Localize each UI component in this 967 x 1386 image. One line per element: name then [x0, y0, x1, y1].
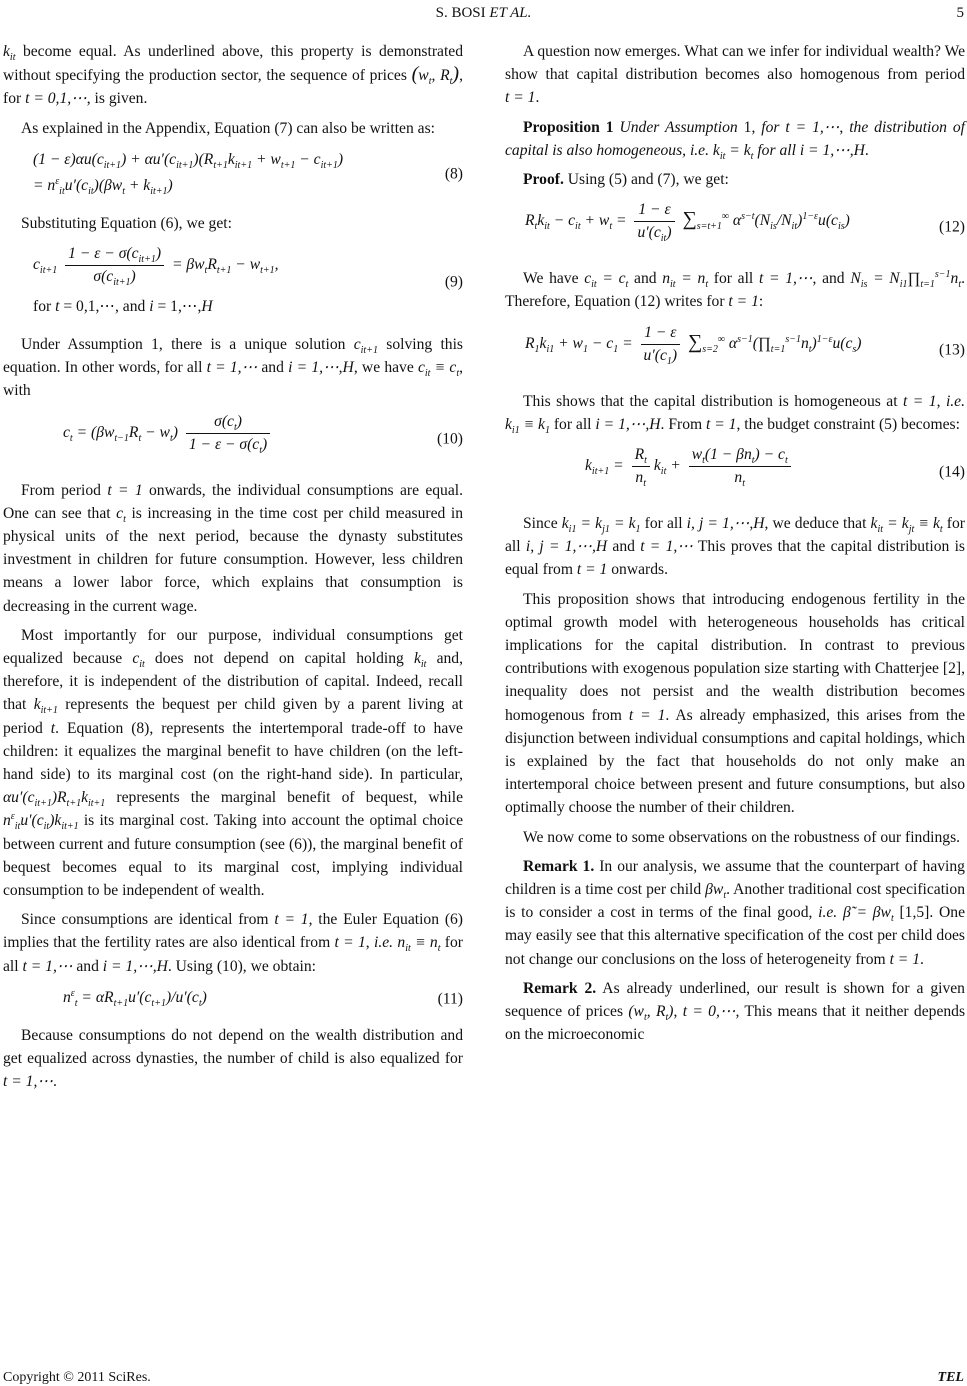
right-paragraph-5: This proposition shows that introducing endogenous fertility in the optimal growth model with heterogeneous households has critical implications for the capital distribution. In contrast to previous contributions with exogenous population size starting with Chatterjee [2], inequality does not persist and the wealth distribution becomes homogenous from t = 1. As already emphasized, this arises from the disjunction between individual consumptions and capital holdings, which is explained by the fact that households do not only make an intertemporal choice between present and future consumptions, but also optimally choose the number of their children.: [505, 590, 965, 817]
proposition-1: Proposition 1 Under Assumption 1, for t = 1,⋯, the distribution of capital is also homogeneous, i.e. $k_{it} = k_t$ for all i = 1,⋯,H.: [505, 118, 965, 162]
header-et-al: ET AL.: [489, 5, 532, 21]
page-header: [0, 2, 967, 24]
right-paragraph-3: This shows that the capital distribution is homogeneous at t = 1, i.e. $k_{i1} \equiv k_1$ for all i = 1,⋯,H. From t = 1, the budget constraint (5) becomes:: [505, 392, 966, 436]
right-paragraph-1: A question now emerges. What can we infer for individual wealth? We show that capital distribution becomes also homogenous from period t = 1.: [505, 43, 965, 107]
remark-2: Remark 2. As already underlined, our result is shown for a given sequence of prices ($w_t$, $R_t$), t = 0,⋯, This means that it neither depends on the microeconomic: [505, 979, 966, 1044]
left-paragraph-2: As explained in the Appendix, Equation (7) can also be written as:: [21, 119, 435, 137]
remark-1: Remark 1. In our analysis, we assume that the counterpart of having children is a time cost per child $\beta w_t$. Another traditional cost specification is to consider a cost in terms of the final good, i.e. β̃ = $\beta w_t$ [1,5]. One may easily see that this alternative specification of the cost per child does not change our conclusions on the loss of heterogeneity from t = 1.: [505, 857, 965, 968]
equation-11: $n^\varepsilon_t = \alpha R_{t+1}u'(c_{t+1})/u'(c_t)$ (11): [63, 987, 463, 1009]
left-column: [3, 40, 463, 1100]
proof-text: Using (5) and (7), we get:: [567, 171, 729, 189]
running-head: [0, 2, 967, 25]
equation-12-tag: (12): [939, 218, 965, 236]
equation-9: $c_{it+1}$ $\frac{1 - \varepsilon - \sigma(c_{it+1})}{\sigma(c_{it+1})}$ = $\beta w_tR_{t+1} - w_{t+1}$, for t = 0,1,⋯, and i = 1,⋯,H (9): [33, 245, 463, 316]
equation-10-tag: (10): [437, 430, 463, 448]
left-paragraph-8: Because consumptions do not depend on the wealth distribution and get equalized across dynasties, the number of child is also equalized for t = 1,⋯.: [3, 1026, 463, 1091]
right-column: [505, 40, 965, 1053]
equation-12: $R_tk_{it} - c_{it} + w_t$ = $\frac{1 - \varepsilon}{u'(c_{it})}$ $\sum_{s=t+1}^\infty$ $\alpha^{s-t}(N_{is}/N_{it})^{1-\varepsilon}u(c_{is})$ (12): [525, 201, 965, 245]
equation-14: $k_{it+1}$ = $\frac{R_t}{n_t}$ $k_{it}$ + $\frac{w_t(1 - \beta n_t) - c_t}{n_t}$ (14): [585, 446, 965, 490]
equation-8: $(1 - \varepsilon)\alpha u(c_{it+1}) + \alpha u'(c_{it+1})(R_{t+1}k_{it+1} + w_{t+1} - c_{it+1})$ = $n^\varepsilon_{it}u'(c_{it})(\beta w_t + k_{it+1})$ (8): [33, 150, 463, 197]
journal-name: TEL: [937, 1370, 964, 1385]
proposition-label: Proposition 1: [523, 118, 614, 136]
remark-1-label: Remark 1.: [523, 857, 595, 875]
header-authors: S. BOSI: [435, 5, 486, 21]
right-paragraph-4: Since $k_{i1} = k_{j1} = k_1$ for all i, j = 1,⋯,H, we deduce that $k_{it} = k_{jt} \equiv k_t$ for all i, j = 1,⋯,H and t = 1,⋯ This proves that the capital distribution is equal from t = 1 onwards.: [505, 515, 965, 579]
left-paragraph-6: Most importantly for our purpose, individual consumptions get equalized because $c_{it}$ does not depend on capital holding $k_{it}$ and, therefore, it is independent of the distribution of capital. Indeed, recall that $k_{it+1}$ represents the bequest per child given by a parent living at period t. Equation (8), represents the intertemporal trade-off to have children: it equalizes the marginal benefit to have children (on the left-hand side) to its marginal cost (on the right-hand side). In particular, $\alpha u'(c_{it+1})R_{t+1}k_{it+1}$ represents the marginal benefit of bequest, while $n^\varepsilon_{it}u'(c_{it})k_{it+1}$ is its marginal cost. Taking into account the optimal choice between current and future consumption (see (6)), the marginal benefit of bequest becomes equal to its marginal cost, implying individual consumption to be independent of wealth.: [3, 626, 463, 900]
right-paragraph-2: We have $c_{it} = c_t$ and $n_{it} = n_t$ for all t = 1,⋯, and $N_{is}$ = $N_{i1}\prod_{t=1}^{s-1}n_t$. Therefore, Equation (12) writes for t = 1:: [505, 269, 965, 311]
left-paragraph-1: $k_{it}$ become equal. As underlined above, this property is demonstrated without specifying the production sector, the sequence of prices ($w_t$, $R_t$), for t = 0,1,⋯, is given.: [3, 43, 463, 108]
proof-label: Proof.: [523, 171, 564, 189]
left-paragraph-3: Substituting Equation (6), we get:: [21, 214, 232, 232]
equation-9-tag: (9): [444, 273, 463, 291]
proof: [505, 168, 965, 191]
copyright-notice: Copyright © 2011 SciRes.: [3, 1370, 151, 1385]
left-paragraph-4: Under Assumption 1, there is a unique solution $c_{it+1}$ solving this equation. In other words, for all t = 1,⋯ and i = 1,⋯,H, we have $c_{it} \equiv c_t$, with: [3, 336, 463, 400]
equation-13-tag: (13): [939, 341, 965, 359]
right-paragraph-6: We now come to some observations on the robustness of our findings.: [523, 828, 961, 846]
equation-10: $c_t = (\beta w_{t-1}R_t - w_t)$ $\frac{\sigma(c_t)}{1 - \varepsilon - \sigma(c_t)}$ (10): [63, 412, 463, 456]
equation-8-tag: (8): [444, 165, 463, 183]
left-paragraph-5: From period t = 1 onwards, the individual consumptions are equal. One can see that $c_t$ is increasing in the time cost per child measured in physical units of the next period, because the dynasty substitutes investment in children for future consumption. However, less children means a lower labor force, which explains that consumption is decreasing in the current wage.: [3, 481, 464, 615]
equation-14-tag: (14): [939, 463, 965, 481]
page-number: 5: [956, 5, 964, 21]
remark-2-label: Remark 2.: [523, 979, 597, 997]
equation-11-tag: (11): [437, 990, 463, 1008]
left-paragraph-7: Since consumptions are identical from t = 1, the Euler Equation (6) implies that the fertility rates are also identical from t = 1, i.e. $n_{it} \equiv n_t$ for all t = 1,⋯ and i = 1,⋯,H. Using (10), we obtain:: [3, 911, 464, 975]
equation-13: $R_1k_{i1} + w_1 - c_1$ = $\frac{1 - \varepsilon}{u'(c_1)}$ $\sum_{s=2}^\infty$ $\alpha^{s-1}(\prod_{t=1}^{s-1}n_t)^{1-\varepsilon}u(c_s)$ (13): [525, 323, 965, 367]
